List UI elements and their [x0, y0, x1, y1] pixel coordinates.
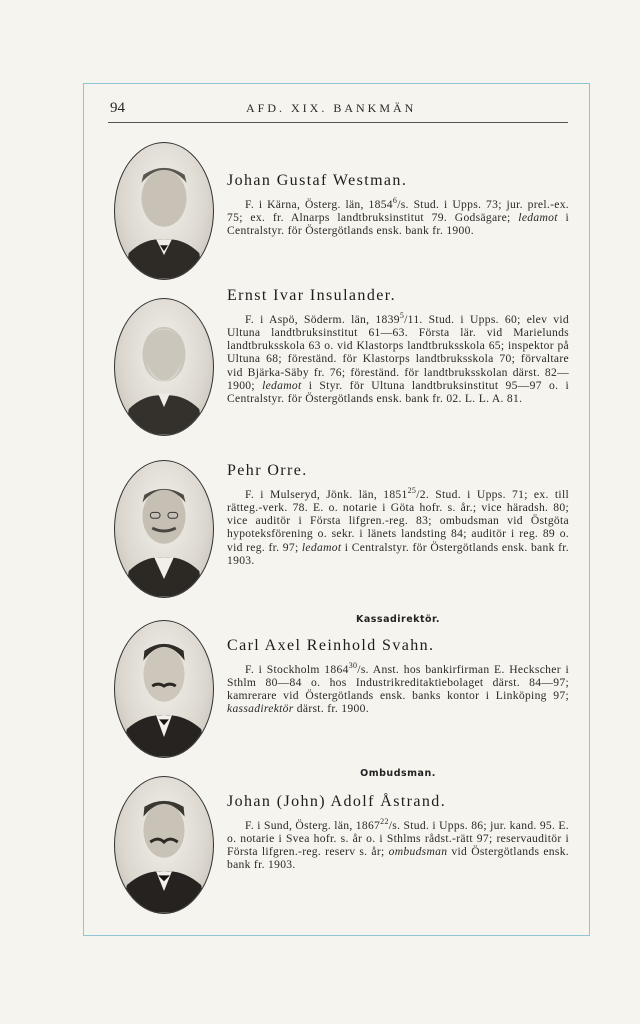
- entry-body-westman: [227, 194, 569, 237]
- entry-italic: ledamot: [262, 378, 302, 392]
- entry-text: Anst. hos bankirfirman E. Heckscher i Sthlm 80—84 o. hos Industrikreditaktiebolaget därst. 84—97; kamrerare vid Östergötlands ensk. banks kontor i Linköping 97;: [227, 662, 569, 703]
- entry-text: i Styr. för Ultuna landtbruksinstitut 95—97 o. i Centralstyr. för Östergötlands ensk. bank fr. 02. L. L. A. 81.: [227, 378, 570, 406]
- entry-name-astrand: Johan (John) Adolf Åstrand.: [227, 793, 447, 810]
- entry-body-orre: [227, 484, 569, 567]
- entry-italic: ledamot: [518, 211, 558, 225]
- date-sup: 22: [380, 817, 389, 826]
- entry-body-insulander: [227, 309, 569, 405]
- date-sub: /s.: [397, 197, 409, 211]
- page-number: 94: [110, 100, 125, 116]
- date-sub: /11.: [404, 312, 423, 326]
- entry-name-orre: Pehr Orre.: [227, 462, 308, 479]
- entry-text: Stud. i Upps. 73; jur. prel.-ex. 75; ex. fr. Alnarps landtbruksinstitut 79. Godsägare;: [227, 197, 569, 225]
- entry-text: därst. fr. 1900.: [293, 702, 369, 716]
- portrait-orre: [114, 460, 214, 598]
- entry-body-svahn: [227, 659, 569, 716]
- entry-text: vid Östergötlands ensk. bank fr. 1903.: [227, 845, 569, 872]
- entry-italic: ombudsman: [388, 845, 448, 859]
- entry-text: Stud. i Upps. 86; jur. kand. 95. E. o. notarie i Svea hofr. s. år o. i Sthlms rådst.-rätt 97; reservauditör i Första lifgren.-reg. reserv s. år;: [227, 818, 570, 859]
- entry-text: F. i Stockholm 1864: [245, 662, 349, 676]
- entry-text: F. i Aspö, Söderm. län, 1839: [245, 312, 400, 326]
- entry-text: Stud. i Upps. 71; ex. till rätteg.-verk. 78. E. o. notarie i Göta hofr. s. år.; vice häradsh. 80; vice auditör i Första lifgren.-reg. 83; ombudsman vid Östgöta hypoteksförening o. sekr. i länets landsting 84; auditör i reg. 89 o. vid reg. fr. 97;: [227, 487, 569, 554]
- entry-body-astrand: [227, 815, 569, 872]
- date-sup: 6: [392, 196, 398, 205]
- entry-text: i Centralstyr. för Östergötlands ensk. bank fr. 1903.: [227, 540, 569, 567]
- page-header: [108, 100, 568, 123]
- entry-italic: kassadirektör: [227, 702, 294, 716]
- date-sup: 5: [399, 311, 405, 320]
- date-sub: /s.: [357, 662, 369, 676]
- entry-name-insulander: Ernst Ivar Insulander.: [227, 287, 396, 304]
- portrait-westman: [114, 142, 214, 280]
- section-title-ombudsman: Ombudsman.: [360, 768, 436, 779]
- portrait-svahn: [114, 620, 214, 758]
- entry-text: F. i Kärna, Österg. län, 1854: [245, 197, 393, 211]
- entry-text: F. i Sund, Österg. län, 1867: [245, 818, 381, 832]
- entry-text: F. i Mulseryd, Jönk. län, 1851: [245, 487, 408, 501]
- entry-name-svahn: Carl Axel Reinhold Svahn.: [227, 637, 435, 654]
- entry-text: i Centralstyr. för Östergötlands ensk. bank fr. 1900.: [227, 211, 569, 238]
- running-head: AFD. XIX. BANKMÄN: [246, 101, 417, 115]
- date-sub: /2.: [416, 487, 430, 501]
- section-title-kassadirektor: Kassadirektör.: [355, 614, 440, 625]
- date-sub: /s.: [388, 818, 401, 832]
- date-sup: 30: [348, 661, 358, 670]
- entry-text: Stud. i Upps. 60; elev vid Ultuna landtbruksinstitut 61—63. Första lär. vid Marielunds landtbruksskola 63 o. vid Klastorps landtbruksskola 65; inspektor på Ultuna 68; föreständ. för Klastorps landtbruksskola 70; förvaltare vid Bjärka-Säby fr. 76; föreständ. för landtbruksskolan därst. 82—1900;: [227, 312, 569, 392]
- entry-italic: ledamot: [301, 540, 342, 554]
- portrait-astrand: [114, 776, 214, 914]
- portrait-insulander: [114, 298, 214, 436]
- date-sup: 25: [407, 486, 417, 495]
- entry-name-westman: Johan Gustaf Westman.: [227, 172, 408, 189]
